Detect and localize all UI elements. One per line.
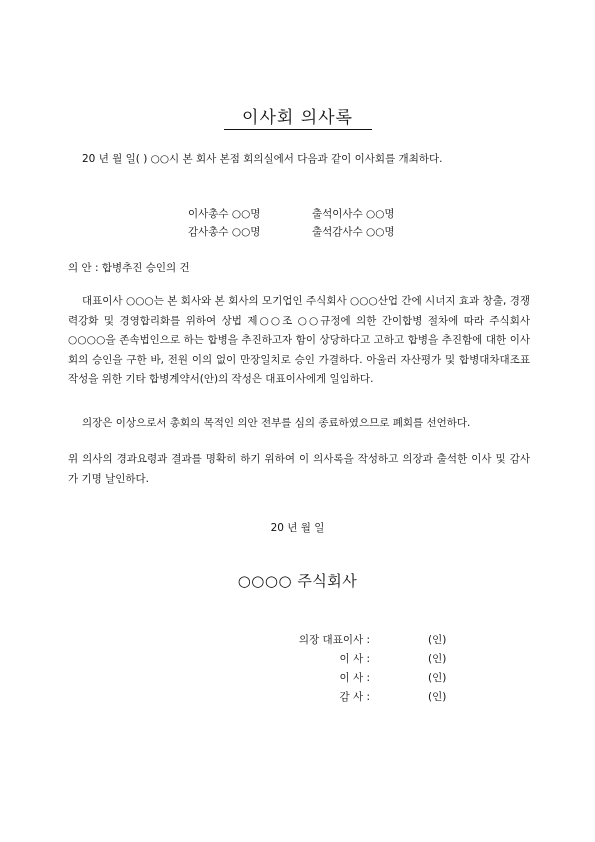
body-paragraph: 대표이사 ○○○는 본 회사와 본 회사의 모기업인 주식회사 ○○○산업 간에 시너지 효과 창출, 경쟁력강화 및 경영합리화를 위하여 상법 제○○조 ○○규정에 의한 간이합병 절차에 따라 주식회사 ○○○○을 존속법인으로 하는 합병을 추진하고자 함이 상당하다고 고하고 합병을 추진함에 대한 이사회의 승인을 구한 바, 전원 이의 없이 만장일치로 승인 가결하다. 아울러 자산평가 및 합병대차대조표 작성을 위한 기타 합병계약서(안)의 작성은 대표이사에게 일임하다. — [68, 295, 530, 385]
seal-mark: (인) — [428, 653, 447, 665]
seal-mark: (인) — [428, 634, 447, 646]
title-underline — [224, 129, 372, 130]
document-title: 이사회 의사록 — [242, 108, 353, 128]
signature-role: 감 사 : — [339, 691, 370, 703]
directors-total: 이사총수 ○○명 — [188, 208, 261, 220]
agenda-line: 의 안 : 합병추진 승인의 건 — [68, 262, 190, 274]
signature-role: 이 사 : — [339, 653, 370, 665]
signature-role: 이 사 : — [339, 672, 370, 684]
signature-role: 의장 대표이사 : — [298, 634, 370, 646]
seal-mark: (인) — [428, 672, 447, 684]
directors-present: 출석이사수 ○○명 — [312, 208, 395, 220]
closing-paragraph: 의장은 이상으로서 총회의 목적인 의안 전부를 심의 종료하였으므로 폐회를 선언하다. — [82, 417, 471, 429]
attestation-paragraph: 위 의사의 경과요령과 결과를 명확히 하기 위하여 이 의사록을 작성하고 의장과 출석한 이사 및 감사가 기명 날인하다. — [68, 453, 530, 485]
company-name: ○○○○ 주식회사 — [237, 572, 358, 590]
auditors-present: 출석감사수 ○○명 — [312, 226, 395, 238]
document-date: 20 년 월 일 — [270, 522, 325, 534]
auditors-total: 감사총수 ○○명 — [188, 226, 261, 238]
opening-paragraph: 20 년 월 일( ) ○○시 본 회사 본점 회의실에서 다음과 같이 이사회를 개최하다. — [82, 153, 443, 165]
seal-mark: (인) — [428, 691, 447, 703]
